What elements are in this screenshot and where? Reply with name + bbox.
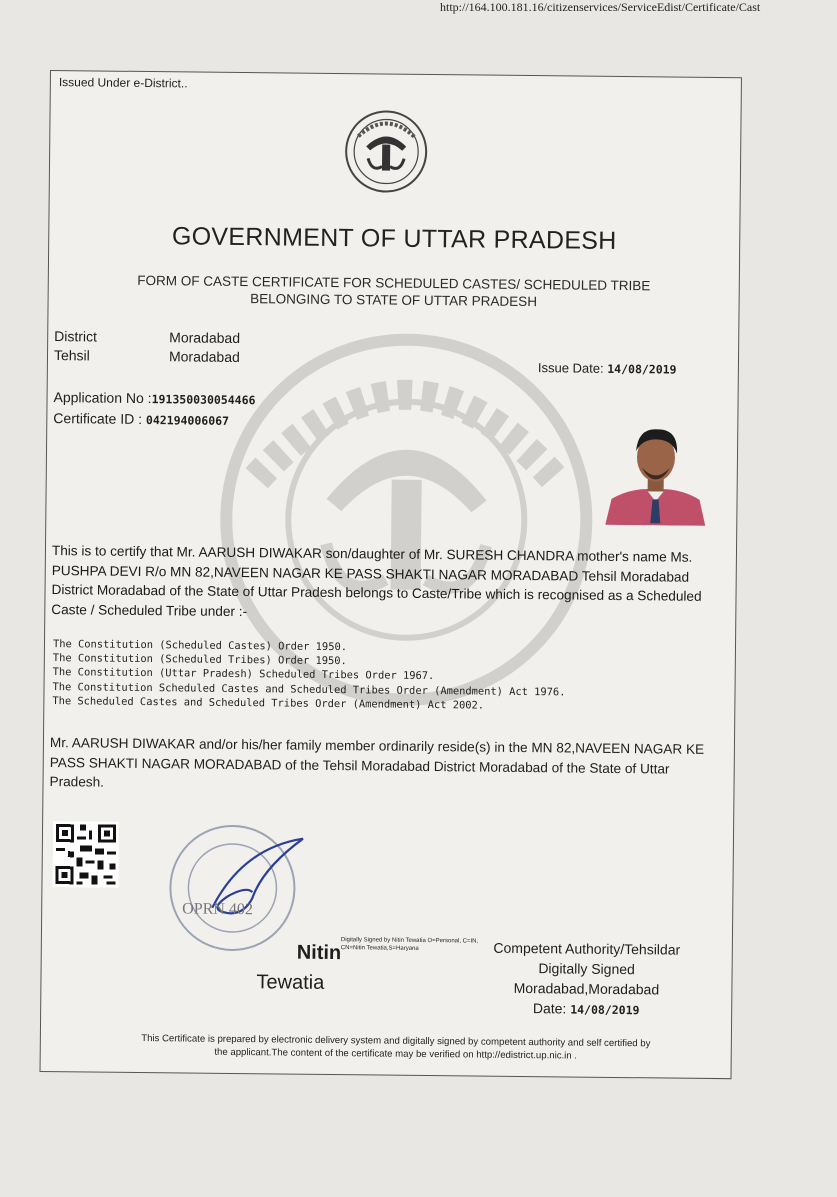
certify-paragraph: This is to certify that Mr. AARUSH DIWAKAR son/daughter of Mr. SURESH CHANDRA mother's name Ms. PUSHPA DEVI R/o MN 82,NAVEEN NAGAR KE PASS SHAKTI NAGAR MORADABAD Tehsil Moradabad District Moradabad of the State of Uttar Pradesh belongs to Caste/Tribe which is recognised as a Scheduled Caste / Scheduled Tribe under :-: [51, 543, 702, 619]
up-emblem-logo: [332, 106, 441, 197]
government-title: GOVERNMENT OF UTTAR PRADESH: [171, 222, 617, 255]
application-block: [53, 387, 255, 431]
certificate-page: [40, 70, 742, 1079]
certificate-id-value: 042194006067: [145, 413, 230, 428]
seal-stamp: [152, 807, 314, 959]
district-tehsil-block: [54, 327, 240, 367]
certificate-footer: [61, 1031, 731, 1064]
district-value: Moradabad: [169, 329, 241, 347]
qr-code[interactable]: [52, 821, 119, 888]
authority-date-value: 14/08/2019: [570, 1002, 640, 1018]
signer-last-name: Tewatia: [256, 971, 325, 994]
order-item: The Constitution (Scheduled Tribes) Order 1950.: [52, 652, 347, 668]
authority-signed: Digitally Signed: [538, 960, 635, 978]
application-label: Application No :: [53, 389, 152, 407]
authority-location: Moradabad,Moradabad: [513, 979, 660, 998]
tehsil-label: Tehsil: [53, 347, 90, 364]
order-item: The Constitution (Uttar Pradesh) Scheduled Tribes Order 1967.: [52, 666, 435, 683]
orders-list: [52, 637, 693, 715]
form-title-line1: FORM OF CASTE CERTIFICATE FOR SCHEDULED CASTES/ SCHEDULED TRIBE: [137, 272, 651, 294]
authority-block: [471, 937, 702, 1020]
tehsil-value: Moradabad: [168, 348, 240, 366]
form-title: [69, 271, 719, 312]
residence-paragraph: Mr. AARUSH DIWAKAR and/or his/her family member ordinarily reside(s) in the MN 82,NAVEEN NAGAR KE PASS SHAKTI NAGAR MORADABAD of the Tehsil Moradabad District Moradabad of the State of Uttar Pradesh.: [49, 735, 705, 790]
footer-line1: This Certificate is prepared by electronic delivery system and digitally signed by competent authority and self certified by: [141, 1033, 651, 1050]
district-label: District: [54, 328, 98, 345]
authority-title: Competent Authority/Tehsildar: [493, 939, 681, 958]
issue-date-value: 14/08/2019: [607, 361, 677, 377]
order-item: The Scheduled Castes and Scheduled Tribes Order (Amendment) Act 2002.: [52, 694, 485, 712]
authority-date: [471, 997, 701, 1020]
certificate-id-label: Certificate ID :: [53, 410, 143, 427]
footer-line2: the applicant.The content of the certificate may be verified on http://edistrict.up.nic.in .: [214, 1046, 578, 1062]
issue-date: [538, 360, 677, 376]
application-value: 191350030054466: [151, 392, 256, 408]
signer-first-name: Nitin: [296, 941, 342, 965]
signer-details: Digitally Signed by Nitin Tewatia O=Personal, C=IN, CN=Nitin Tewatia,S=Haryana: [340, 937, 479, 952]
stamp-text: OPRN 402: [182, 900, 253, 919]
issue-date-label: Issue Date:: [537, 360, 604, 376]
url-bar: http://164.100.181.16/citizenservices/ServiceEdist/Certificate/Cast: [440, 0, 761, 14]
applicant-photo: [601, 417, 710, 526]
order-item: The Constitution (Scheduled Castes) Order 1950.: [52, 638, 348, 654]
issued-under-text: Issued Under e-District..: [58, 75, 188, 91]
form-title-line2: BELONGING TO STATE OF UTTAR PRADESH: [250, 291, 538, 310]
authority-date-label: Date:: [532, 1000, 567, 1017]
order-item: The Constitution Scheduled Castes and Scheduled Tribes Order (Amendment) Act 1976.: [52, 680, 566, 699]
